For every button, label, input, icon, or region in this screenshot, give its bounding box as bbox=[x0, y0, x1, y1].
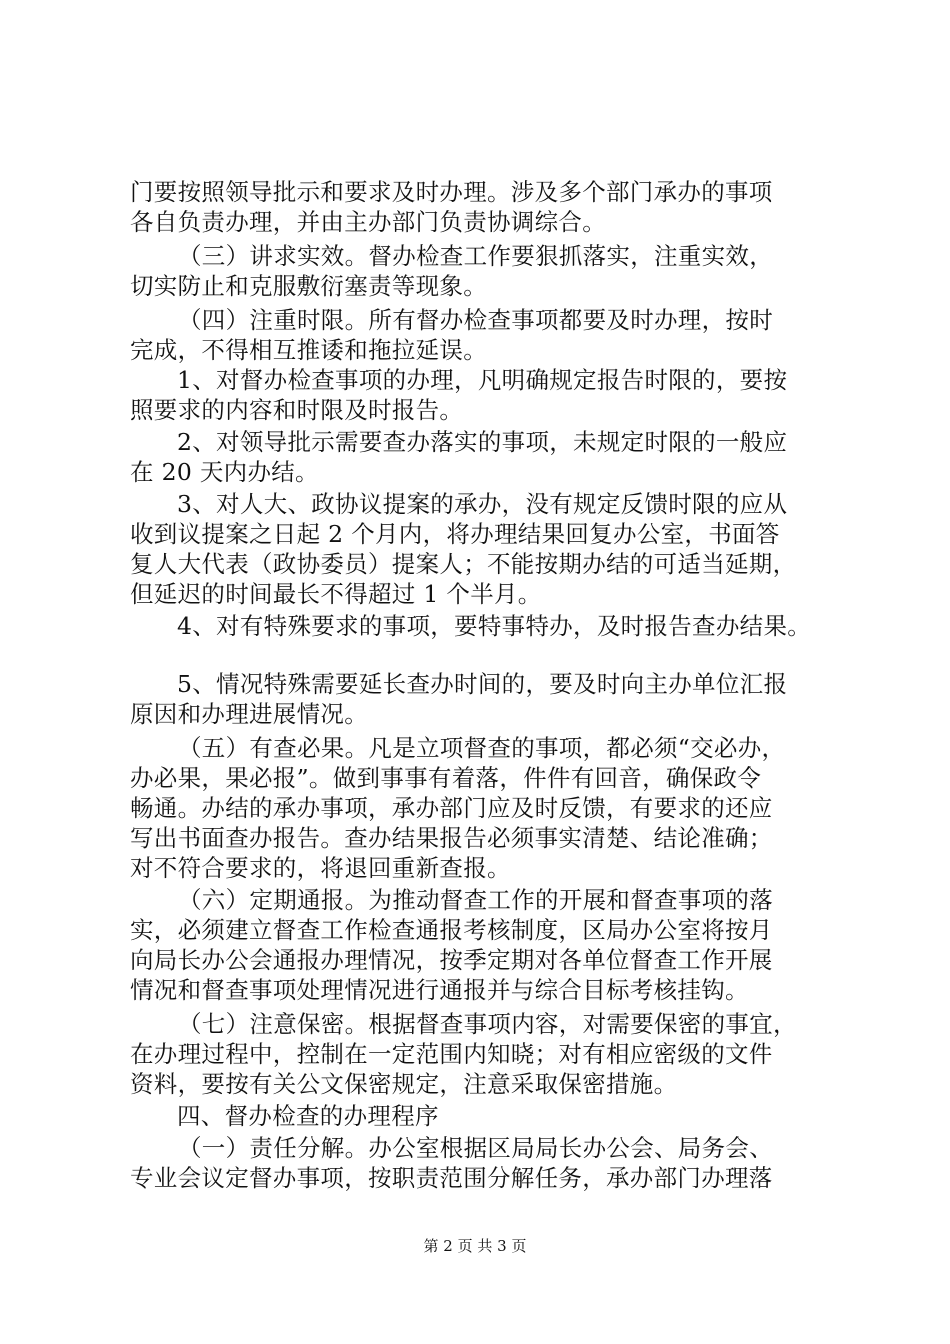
text-line: 实，必须建立督查工作检查通报考核制度，区局办公室将按月 bbox=[130, 916, 773, 944]
text-line: 收到议提案之日起 2 个月内，将办理结果回复办公室，书面答 bbox=[130, 520, 780, 548]
text-line: 在办理过程中，控制在一定范围内知晓；对有相应密级的文件 bbox=[130, 1040, 773, 1068]
text-line: 各自负责办理，并由主办部门负责协调综合。 bbox=[130, 208, 606, 236]
text-line: 完成，不得相互推诿和拖拉延误。 bbox=[130, 336, 487, 364]
text-line: 对不符合要求的，将退回重新查报。 bbox=[130, 854, 511, 882]
text-line: 办必果，果必报”。做到事事有着落，件件有回音，确保政令 bbox=[130, 764, 762, 792]
text-line: 照要求的内容和时限及时报告。 bbox=[130, 396, 464, 424]
text-line: 1、对督办检查事项的办理，凡明确规定报告时限的，要按 bbox=[177, 366, 788, 394]
text-line: 但延迟的时间最长不得超过 1 个半月。 bbox=[130, 580, 542, 608]
text-line: 2、对领导批示需要查办落实的事项，未规定时限的一般应 bbox=[177, 428, 788, 456]
text-line: （一）责任分解。办公室根据区局局长办公会、局务会、 bbox=[178, 1134, 773, 1162]
text-line: 4、对有特殊要求的事项，要特事特办，及时报告查办结果。 bbox=[177, 612, 812, 640]
text-line: 3、对人大、政协议提案的承办，没有规定反馈时限的应从 bbox=[177, 490, 788, 518]
text-line: 写出书面查办报告。查办结果报告必须事实清楚、结论准确； bbox=[130, 824, 773, 852]
text-line: 专业会议定督办事项，按职责范围分解任务，承办部门办理落 bbox=[130, 1164, 773, 1192]
text-line: 5、情况特殊需要延长查办时间的，要及时向主办单位汇报 bbox=[177, 670, 788, 698]
text-line: （七）注意保密。根据督查事项内容，对需要保密的事宜， bbox=[178, 1010, 797, 1038]
section-heading: 四、督办检查的办理程序 bbox=[177, 1102, 439, 1130]
text-line: 在 20 天内办结。 bbox=[130, 458, 319, 486]
text-line: 原因和办理进展情况。 bbox=[130, 700, 368, 728]
text-line: 资料，要按有关公文保密规定，注意采取保密措施。 bbox=[130, 1070, 678, 1098]
text-line: 切实防止和克服敷衍塞责等现象。 bbox=[130, 272, 487, 300]
page-number-footer: 第 2 页 共 3 页 bbox=[423, 1237, 527, 1255]
text-line: （六）定期通报。为推动督查工作的开展和督查事项的落 bbox=[178, 886, 773, 914]
text-line: 门要按照领导批示和要求及时办理。涉及多个部门承办的事项 bbox=[130, 178, 773, 206]
text-line: 向局长办公会通报办理情况，按季定期对各单位督查工作开展 bbox=[130, 946, 773, 974]
text-line: 情况和督查事项处理情况进行通报并与综合目标考核挂钩。 bbox=[130, 976, 749, 1004]
text-line: 复人大代表（政协委员）提案人；不能按期办结的可适当延期， bbox=[130, 550, 797, 578]
text-line: （四）注重时限。所有督办检查事项都要及时办理，按时 bbox=[178, 306, 773, 334]
text-line: （三）讲求实效。督办检查工作要狠抓落实，注重实效， bbox=[178, 242, 773, 270]
text-line: （五）有查必果。凡是立项督查的事项，都必须“交必办， bbox=[178, 734, 786, 762]
text-line: 畅通。办结的承办事项，承办部门应及时反馈，有要求的还应 bbox=[130, 794, 773, 822]
